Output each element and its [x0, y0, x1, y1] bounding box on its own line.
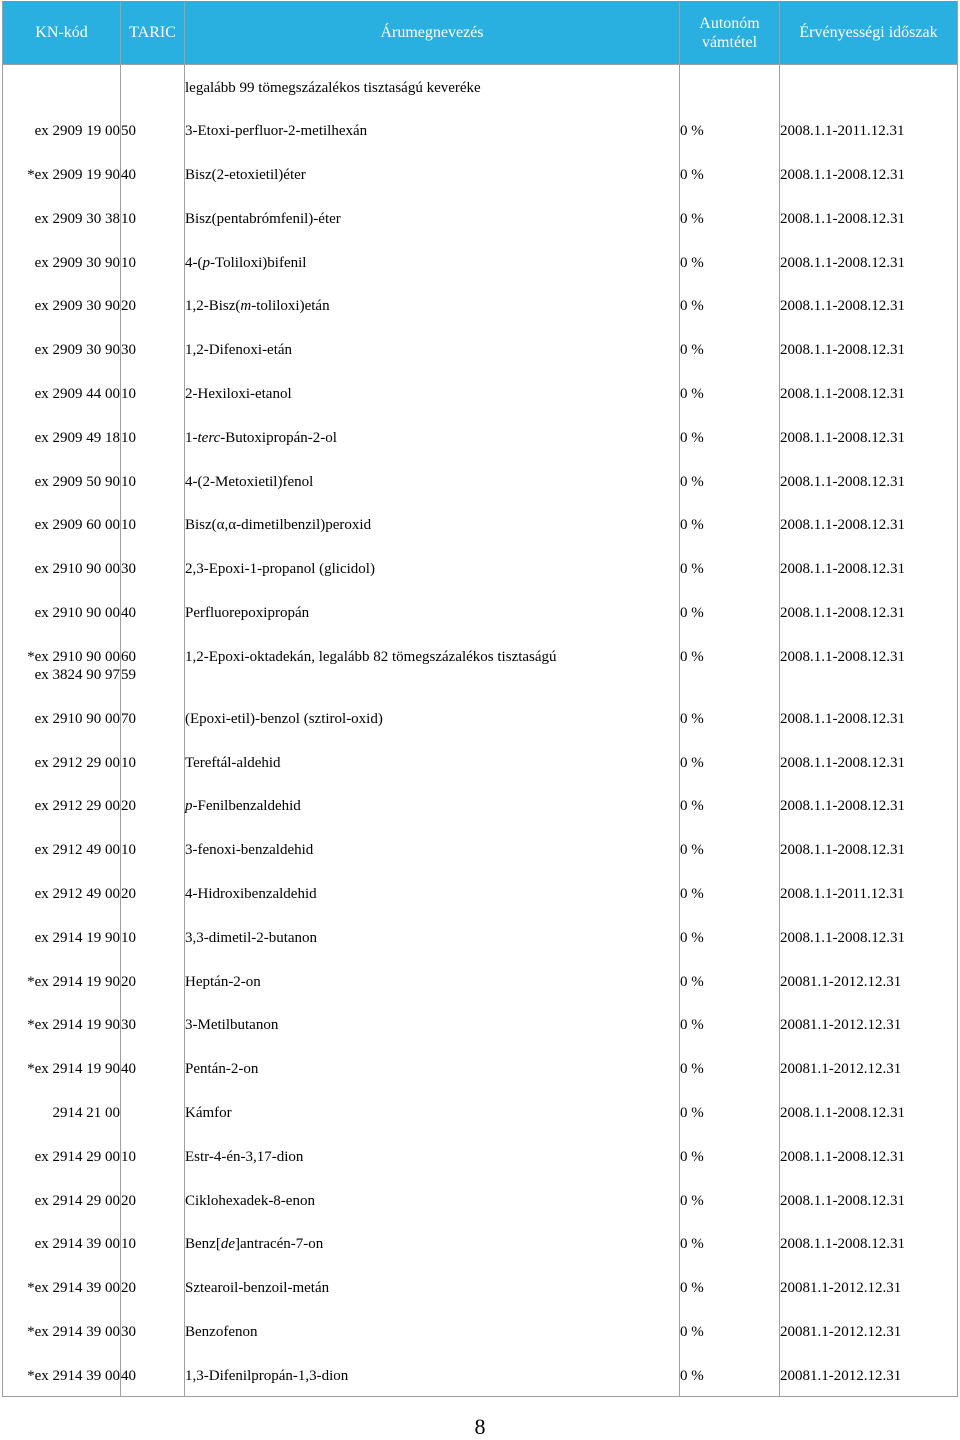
kn-code-cell-line: ex 2912 49 00: [34, 842, 120, 859]
description-cell: [185, 1178, 680, 1222]
taric-cell-line: 40: [121, 1061, 136, 1078]
validity-cell: 2008.1.1-2008.12.31: [780, 415, 958, 459]
taric-cell-line: 30: [121, 1017, 136, 1034]
table-row: [3, 1134, 958, 1178]
description-cell: [185, 740, 680, 784]
description-segment: Bisz(2-etoxietil)éter: [185, 167, 306, 184]
duty-rate-cell: [680, 65, 780, 109]
kn-code-cell-line: 2914 21 00: [52, 1105, 120, 1122]
kn-code-cell-line: *ex 2914 39 00: [27, 1367, 120, 1384]
taric-cell-line: 30: [121, 561, 136, 578]
taric-cell-line: 10: [121, 429, 136, 446]
taric-cell: [121, 1002, 185, 1046]
table-row: [3, 196, 958, 240]
duty-rate-cell: 0 %: [680, 1265, 780, 1309]
taric-cell: [121, 196, 185, 240]
taric-cell: [121, 871, 185, 915]
table-row: [3, 152, 958, 196]
header-description: Árumegnevezés: [185, 1, 680, 65]
kn-code-cell: [3, 959, 121, 1003]
description-cell: [185, 502, 680, 546]
kn-code-cell-line: ex 2909 19 00: [34, 123, 120, 140]
kn-code-cell-line: ex 2914 29 00: [34, 1192, 120, 1209]
description-cell: [185, 1221, 680, 1265]
kn-code-cell-line: ex 2909 30 38: [34, 210, 120, 227]
description-cell: [185, 240, 680, 284]
table-row: [3, 65, 958, 109]
duty-rate-cell: 0 %: [680, 827, 780, 871]
description-segment: terc: [197, 429, 221, 446]
table-row: [3, 959, 958, 1003]
taric-cell: [121, 1353, 185, 1397]
kn-code-cell-line: ex 2912 29 00: [34, 798, 120, 815]
validity-cell: 2008.1.1-2008.12.31: [780, 371, 958, 415]
description-segment: 2-Hexiloxi-etanol: [185, 386, 292, 403]
duty-rate-cell: 0 %: [680, 1002, 780, 1046]
taric-cell-line: 30: [121, 342, 136, 359]
duty-rate-cell: 0 %: [680, 459, 780, 503]
kn-code-cell: [3, 196, 121, 240]
description-cell: [185, 1046, 680, 1090]
kn-code-cell: [3, 283, 121, 327]
kn-code-cell: [3, 634, 121, 696]
description-cell: [185, 634, 680, 696]
duty-rate-cell: 0 %: [680, 915, 780, 959]
description-cell: [185, 196, 680, 240]
description-cell: [185, 152, 680, 196]
kn-code-cell-line: *ex 2910 90 00: [27, 648, 120, 665]
duty-rate-cell: 0 %: [680, 1353, 780, 1397]
description-cell: [185, 1309, 680, 1353]
taric-cell: [121, 459, 185, 503]
table-row: [3, 827, 958, 871]
description-cell: [185, 1134, 680, 1178]
kn-code-cell: [3, 327, 121, 371]
kn-code-cell: [3, 415, 121, 459]
taric-cell-line: 70: [121, 710, 136, 727]
table-row: [3, 327, 958, 371]
kn-code-cell: [3, 1178, 121, 1222]
kn-code-cell: [3, 65, 121, 109]
taric-cell-line: 10: [121, 754, 136, 771]
table-row: [3, 1353, 958, 1397]
taric-cell: [121, 827, 185, 871]
duty-rate-cell: 0 %: [680, 240, 780, 284]
table-row: [3, 240, 958, 284]
taric-cell: [121, 502, 185, 546]
validity-cell: 2008.1.1-2008.12.31: [780, 546, 958, 590]
table-row: [3, 1002, 958, 1046]
taric-cell-line: 10: [121, 1236, 136, 1253]
table-row: [3, 1265, 958, 1309]
description-segment: 2,3-Epoxi-1-propanol (glicidol): [185, 561, 375, 578]
table-row: [3, 1309, 958, 1353]
validity-cell: 20081.1-2012.12.31: [780, 1265, 958, 1309]
duty-rate-cell: 0 %: [680, 740, 780, 784]
validity-cell: 2008.1.1-2008.12.31: [780, 196, 958, 240]
description-segment: 1,2-Epoxi-oktadekán, legalább 82 tömegszázalékos tisztaságú: [185, 648, 557, 665]
description-cell: [185, 283, 680, 327]
description-segment: -Toliloxi)bifenil: [210, 254, 307, 271]
description-segment: 3-Metilbutanon: [185, 1017, 279, 1034]
validity-cell: 2008.1.1-2008.12.31: [780, 1134, 958, 1178]
kn-code-cell-line: ex 2910 90 00: [34, 605, 120, 622]
validity-cell: 20081.1-2012.12.31: [780, 1309, 958, 1353]
taric-cell-line: 20: [121, 1280, 136, 1297]
taric-cell-line: 10: [121, 473, 136, 490]
description-cell: [185, 696, 680, 740]
taric-cell: [121, 327, 185, 371]
header-duty-rate-line1: Autonóm: [699, 14, 760, 32]
taric-cell-line: 40: [121, 605, 136, 622]
taric-cell: [121, 152, 185, 196]
taric-cell-line: 10: [121, 386, 136, 403]
description-segment: legalább 99 tömegszázalékos tisztaságú keveréke: [185, 80, 481, 96]
duty-rate-cell: 0 %: [680, 1178, 780, 1222]
table-row: [3, 783, 958, 827]
description-segment: Pentán-2-on: [185, 1061, 259, 1078]
kn-code-cell-line: *ex 2914 39 00: [27, 1280, 120, 1297]
taric-cell-line: 10: [121, 842, 136, 859]
validity-cell: 20081.1-2012.12.31: [780, 1353, 958, 1397]
duty-rate-cell: 0 %: [680, 502, 780, 546]
kn-code-cell: [3, 827, 121, 871]
description-segment: Bisz(α,α-dimetilbenzil)peroxid: [185, 517, 372, 534]
taric-cell-line: 20: [121, 886, 136, 903]
header-duty-rate-line2: vámtétel: [701, 33, 758, 51]
taric-cell: [121, 546, 185, 590]
kn-code-cell: [3, 1046, 121, 1090]
kn-code-cell: [3, 1221, 121, 1265]
taric-cell-line: 50: [121, 123, 136, 140]
kn-code-cell: [3, 1090, 121, 1134]
taric-cell: [121, 740, 185, 784]
duty-rate-cell: 0 %: [680, 283, 780, 327]
validity-cell: 2008.1.1-2008.12.31: [780, 1221, 958, 1265]
tariff-table: [2, 1, 958, 1397]
kn-code-cell-line: ex 2909 50 90: [34, 473, 120, 490]
description-segment: 1-: [185, 429, 198, 446]
kn-code-cell: [3, 740, 121, 784]
taric-cell: [121, 1265, 185, 1309]
page-number: 8: [474, 1414, 486, 1439]
validity-cell: 2008.1.1-2008.12.31: [780, 696, 958, 740]
table-row: [3, 871, 958, 915]
description-segment: 3-Etoxi-perfluor-2-metilhexán: [185, 123, 368, 140]
table-row: [3, 1178, 958, 1222]
kn-code-cell: [3, 546, 121, 590]
validity-cell: 2008.1.1-2008.12.31: [780, 1178, 958, 1222]
kn-code-cell-line: ex 2909 30 90: [34, 342, 120, 359]
validity-cell: 2008.1.1-2008.12.31: [780, 740, 958, 784]
taric-cell: [121, 634, 185, 696]
duty-rate-cell: 0 %: [680, 871, 780, 915]
description-cell: [185, 783, 680, 827]
table-row: [3, 546, 958, 590]
taric-cell: [121, 959, 185, 1003]
taric-cell: [121, 590, 185, 634]
kn-code-cell: [3, 696, 121, 740]
description-cell: [185, 415, 680, 459]
table-row: [3, 502, 958, 546]
description-segment: Sztearoil-benzoil-metán: [185, 1280, 330, 1297]
description-cell: [185, 1090, 680, 1134]
validity-cell: 2008.1.1-2008.12.31: [780, 240, 958, 284]
description-cell: [185, 590, 680, 634]
kn-code-cell: [3, 108, 121, 152]
taric-cell-line: 10: [121, 517, 136, 534]
header-taric: TARIC: [121, 1, 185, 65]
table-row: [3, 415, 958, 459]
taric-cell-line: 20: [121, 298, 136, 315]
duty-rate-cell: 0 %: [680, 696, 780, 740]
description-segment: Ciklohexadek-8-enon: [185, 1192, 315, 1209]
description-segment: -Fenilbenzaldehid: [192, 798, 301, 815]
kn-code-cell: [3, 459, 121, 503]
kn-code-cell: [3, 371, 121, 415]
taric-cell: [121, 415, 185, 459]
duty-rate-cell: 0 %: [680, 959, 780, 1003]
kn-code-cell-line: ex 2914 39 00: [34, 1236, 120, 1253]
taric-cell: [121, 783, 185, 827]
duty-rate-cell: 0 %: [680, 590, 780, 634]
kn-code-cell-line: ex 2914 29 00: [34, 1148, 120, 1165]
kn-code-cell-line: *ex 2914 19 90: [27, 973, 120, 990]
description-cell: [185, 959, 680, 1003]
description-segment: 3-fenoxi-benzaldehid: [185, 842, 314, 859]
validity-cell: 2008.1.1-2008.12.31: [780, 783, 958, 827]
duty-rate-cell: 0 %: [680, 783, 780, 827]
description-cell: [185, 546, 680, 590]
description-segment: m: [240, 298, 252, 315]
header-duty-rate: [680, 1, 780, 65]
kn-code-cell-line: ex 2914 19 90: [34, 929, 120, 946]
header-validity-period: Érvényességi időszak: [780, 1, 958, 65]
table-row: [3, 371, 958, 415]
kn-code-cell-line: ex 2909 44 00: [34, 386, 120, 403]
kn-code-cell-line: ex 2909 30 90: [34, 254, 120, 271]
table-row: [3, 1046, 958, 1090]
taric-cell: [121, 1309, 185, 1353]
description-segment: de: [220, 1236, 235, 1253]
description-cell: [185, 1265, 680, 1309]
table-row: [3, 1090, 958, 1134]
kn-code-cell: [3, 1309, 121, 1353]
description-cell: [185, 371, 680, 415]
duty-rate-cell: 0 %: [680, 327, 780, 371]
description-cell: [185, 1353, 680, 1397]
duty-rate-cell: 0 %: [680, 546, 780, 590]
description-segment: Estr-4-én-3,17-dion: [185, 1148, 304, 1165]
validity-cell: 2008.1.1-2008.12.31: [780, 634, 958, 696]
duty-rate-cell: 0 %: [680, 634, 780, 696]
taric-cell-line: 20: [121, 973, 136, 990]
taric-cell: [121, 240, 185, 284]
validity-cell: 2008.1.1-2011.12.31: [780, 108, 958, 152]
taric-cell: [121, 1134, 185, 1178]
validity-cell: 2008.1.1-2011.12.31: [780, 871, 958, 915]
description-segment: Heptán-2-on: [185, 973, 261, 990]
taric-cell: [121, 696, 185, 740]
taric-cell-line: 10: [121, 929, 136, 946]
taric-cell-line: 59: [121, 666, 136, 683]
description-segment: p: [202, 254, 210, 271]
kn-code-cell: [3, 871, 121, 915]
kn-code-cell-line: ex 2909 49 18: [34, 429, 120, 446]
description-segment: ]antracén-7-on: [235, 1236, 324, 1253]
validity-cell: 2008.1.1-2008.12.31: [780, 502, 958, 546]
kn-code-cell-line: ex 2912 49 00: [34, 886, 120, 903]
table-row: [3, 696, 958, 740]
taric-cell: [121, 283, 185, 327]
taric-cell-line: 10: [121, 210, 136, 227]
taric-cell-line: 30: [121, 1324, 136, 1341]
taric-cell-line: 60: [121, 648, 136, 665]
kn-code-cell-line: ex 2909 30 90: [34, 298, 120, 315]
validity-cell: 20081.1-2012.12.31: [780, 1046, 958, 1090]
taric-cell-line: 40: [121, 167, 136, 184]
table-row: [3, 740, 958, 784]
table-row: [3, 634, 958, 696]
header-kn-code: KN-kód: [3, 1, 121, 65]
taric-cell: [121, 915, 185, 959]
description-segment: (Epoxi-etil)-benzol (sztirol-oxid): [185, 710, 383, 727]
kn-code-cell: [3, 1134, 121, 1178]
validity-cell: 20081.1-2012.12.31: [780, 959, 958, 1003]
taric-cell-line: 20: [121, 1192, 136, 1209]
taric-cell: [121, 1090, 185, 1134]
taric-cell: [121, 1178, 185, 1222]
description-segment: 4-(: [185, 254, 203, 271]
description-cell: [185, 827, 680, 871]
description-segment: Kámfor: [185, 1105, 232, 1122]
description-segment: Benzofenon: [185, 1324, 258, 1341]
table-body: [3, 65, 958, 1397]
table-row: [3, 1221, 958, 1265]
description-segment: Benz[: [185, 1236, 221, 1253]
description-segment: Perfluorepoxipropán: [185, 605, 310, 622]
duty-rate-cell: 0 %: [680, 415, 780, 459]
validity-cell: [780, 65, 958, 109]
description-segment: 1,2-Difenoxi-etán: [185, 342, 293, 359]
kn-code-cell-line: ex 2910 90 00: [34, 561, 120, 578]
taric-cell-line: 20: [121, 798, 136, 815]
validity-cell: 2008.1.1-2008.12.31: [780, 283, 958, 327]
duty-rate-cell: 0 %: [680, 1221, 780, 1265]
kn-code-cell: [3, 915, 121, 959]
table-row: [3, 459, 958, 503]
kn-code-cell: [3, 783, 121, 827]
duty-rate-cell: 0 %: [680, 196, 780, 240]
duty-rate-cell: 0 %: [680, 152, 780, 196]
duty-rate-cell: 0 %: [680, 1134, 780, 1178]
kn-code-cell: [3, 152, 121, 196]
validity-cell: 2008.1.1-2008.12.31: [780, 459, 958, 503]
description-segment: -toliloxi)etán: [251, 298, 330, 315]
kn-code-cell-line: *ex 2914 19 90: [27, 1017, 120, 1034]
table-row: [3, 590, 958, 634]
taric-cell-line: 10: [121, 254, 136, 271]
description-cell: [185, 108, 680, 152]
description-segment: p: [185, 798, 193, 815]
taric-cell: [121, 108, 185, 152]
table-row: [3, 915, 958, 959]
table-row: [3, 108, 958, 152]
taric-cell: [121, 1221, 185, 1265]
duty-rate-cell: 0 %: [680, 371, 780, 415]
description-cell: [185, 459, 680, 503]
duty-rate-cell: 0 %: [680, 1309, 780, 1353]
kn-code-cell: [3, 1002, 121, 1046]
validity-cell: 2008.1.1-2008.12.31: [780, 915, 958, 959]
duty-rate-cell: 0 %: [680, 1046, 780, 1090]
description-segment: 3,3-dimetil-2-butanon: [185, 929, 318, 946]
validity-cell: 2008.1.1-2008.12.31: [780, 327, 958, 371]
description-segment: -Butoxipropán-2-ol: [220, 429, 337, 446]
validity-cell: 2008.1.1-2008.12.31: [780, 152, 958, 196]
taric-cell: [121, 371, 185, 415]
description-segment: 1,3-Difenilpropán-1,3-dion: [185, 1367, 349, 1384]
description-segment: 4-Hidroxibenzaldehid: [185, 886, 317, 903]
kn-code-cell-line: ex 2909 60 00: [34, 517, 120, 534]
taric-cell-line: 10: [121, 1148, 136, 1165]
kn-code-cell-line: ex 3824 90 97: [34, 666, 120, 683]
table-row: [3, 283, 958, 327]
validity-cell: 20081.1-2012.12.31: [780, 1002, 958, 1046]
validity-cell: 2008.1.1-2008.12.31: [780, 827, 958, 871]
description-segment: 4-(2-Metoxietil)fenol: [185, 473, 314, 490]
description-cell: [185, 1002, 680, 1046]
kn-code-cell: [3, 1265, 121, 1309]
description-cell: [185, 65, 680, 109]
taric-cell: [121, 1046, 185, 1090]
kn-code-cell-line: *ex 2914 19 90: [27, 1061, 120, 1078]
description-segment: Tereftál-aldehid: [185, 754, 281, 771]
validity-cell: 2008.1.1-2008.12.31: [780, 590, 958, 634]
table-header: [3, 1, 958, 65]
taric-cell: [121, 65, 185, 109]
description-segment: 1,2-Bisz(: [185, 298, 241, 315]
kn-code-cell-line: ex 2912 29 00: [34, 754, 120, 771]
kn-code-cell-line: ex 2910 90 00: [34, 710, 120, 727]
description-cell: [185, 915, 680, 959]
kn-code-cell: [3, 1353, 121, 1397]
kn-code-cell: [3, 502, 121, 546]
duty-rate-cell: 0 %: [680, 1090, 780, 1134]
description-cell: [185, 327, 680, 371]
description-segment: Bisz(pentabrómfenil)-éter: [185, 210, 341, 227]
kn-code-cell: [3, 240, 121, 284]
kn-code-cell-line: *ex 2914 39 00: [27, 1324, 120, 1341]
kn-code-cell: [3, 590, 121, 634]
description-cell: [185, 871, 680, 915]
duty-rate-cell: 0 %: [680, 108, 780, 152]
taric-cell-line: 40: [121, 1367, 136, 1384]
kn-code-cell-line: *ex 2909 19 90: [27, 167, 120, 184]
validity-cell: 2008.1.1-2008.12.31: [780, 1090, 958, 1134]
